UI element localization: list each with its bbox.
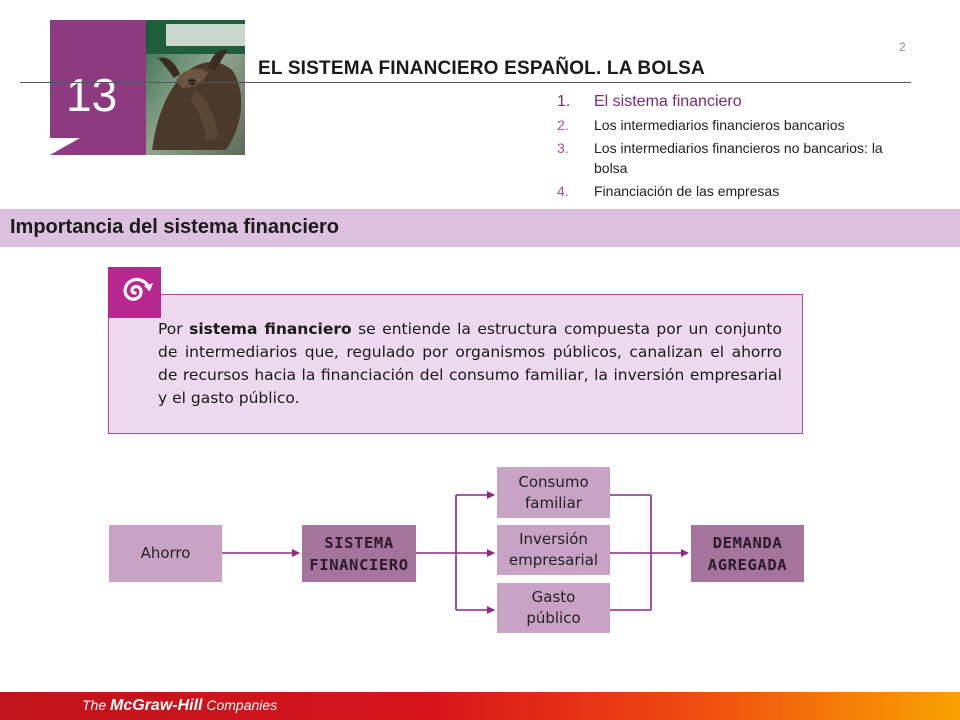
- toc-item-number: 2.: [557, 117, 569, 133]
- chapter-number: 13: [66, 69, 118, 121]
- section-title: Importancia del sistema financiero: [10, 216, 339, 238]
- node-demanda-line2: AGREGADA: [707, 555, 788, 574]
- node-gasto-publico: [497, 583, 610, 633]
- publisher-suffix: Companies: [202, 697, 278, 713]
- node-demanda-line1: DEMANDA: [712, 533, 783, 552]
- definition-prefix: Por: [158, 320, 190, 338]
- node-consumo-line1: Consumo: [518, 472, 589, 491]
- node-demanda-agregada: [691, 525, 804, 582]
- node-consumo-line2: familiar: [525, 493, 582, 512]
- toc-item-number: 4.: [557, 183, 569, 199]
- page-title: EL SISTEMA FINANCIERO ESPAÑOL. LA BOLSA: [258, 58, 705, 79]
- toc-item-number: 3.: [557, 140, 569, 156]
- node-ahorro: [109, 525, 222, 582]
- publisher-brand: McGraw-Hill: [110, 697, 203, 714]
- publisher-prefix: The: [82, 697, 111, 713]
- definition-body: se entiende la estructura compuesta por un conjunto de intermediarios que, regulado por organismos públicos, canalizan el ahorro de recursos hacia la financiación del consumo familiar, la inversión empresarial y el gasto público.: [158, 320, 782, 407]
- toc-item-label: El sistema financiero: [594, 93, 742, 110]
- toc-item-label: Los intermediarios financieros no bancarios: la bolsa: [594, 140, 883, 176]
- node-sistema-line1: SISTEMA: [324, 533, 394, 552]
- node-inversion-line1: Inversión: [519, 530, 588, 548]
- node-sistema-line2: FINANCIERO: [309, 555, 409, 574]
- toc-item-label: Financiación de las empresas: [594, 183, 780, 199]
- node-inversion-line2: empresarial: [508, 551, 599, 569]
- node-ahorro-label: Ahorro: [140, 544, 191, 562]
- node-gasto-line2: público: [526, 609, 581, 627]
- node-gasto-line1: Gasto: [531, 588, 576, 606]
- toc-item-label: Los intermediarios financieros bancarios: [594, 117, 845, 133]
- node-sistema-financiero: [302, 525, 416, 582]
- toc-item-number: 1.: [557, 93, 571, 110]
- page-number: 2: [899, 40, 906, 54]
- node-consumo-familiar: [497, 467, 610, 518]
- publisher-logo: [82, 697, 277, 715]
- definition-term: sistema financiero: [189, 320, 352, 338]
- node-inversion-empresarial: [497, 525, 610, 575]
